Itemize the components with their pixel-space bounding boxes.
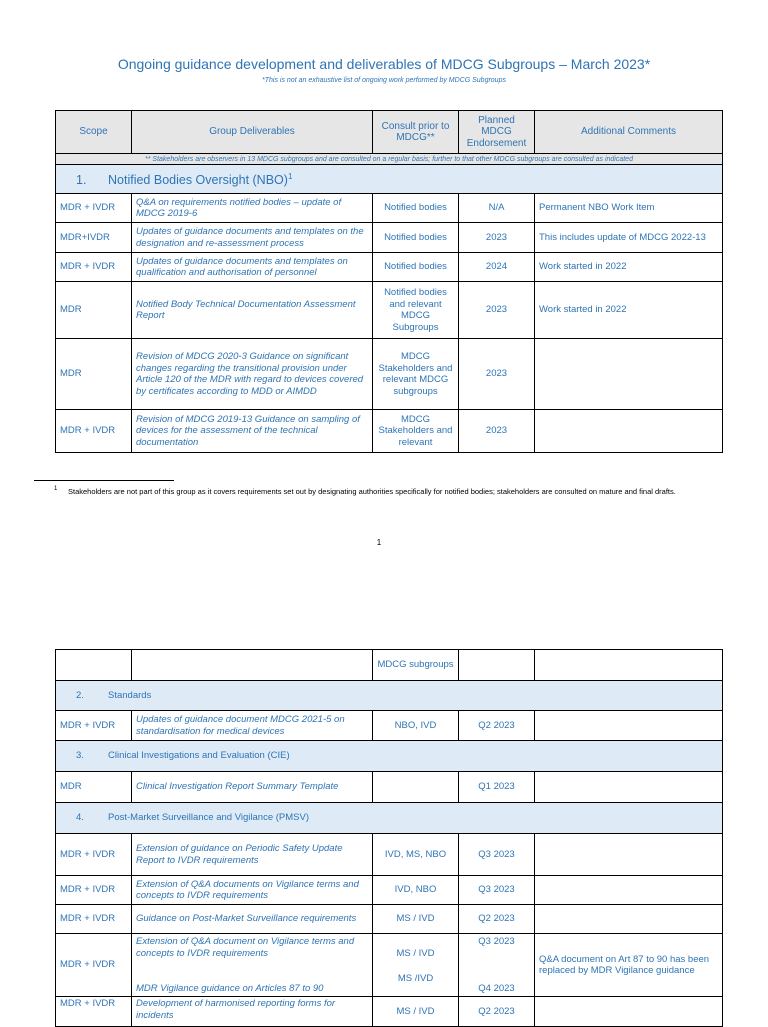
section-cie: [56, 741, 723, 772]
table-row: MDR+IVDR Updates of guidance documents and templates on the designation and re-assessment process Notified bodies 2023 This includes update of MDCG 2022-13: [56, 223, 723, 253]
footnote-mark: 1: [54, 486, 58, 492]
header-comments: Additional Comments: [535, 111, 723, 154]
section-nbo: [56, 165, 723, 194]
table-row-continued: MDCG subgroups: [56, 650, 723, 681]
footnote-text: Stakeholders are not part of this group as it covers requirements set out by designating authorities specifically for notified bodies; stakeholders are consulted on mature and final drafts.: [68, 487, 676, 496]
table-row: MDR Clinical Investigation Report Summary Template Q1 2023: [56, 772, 723, 803]
deliverables-table-page-2: [55, 649, 723, 1027]
header-planned: Planned MDCG Endorsement: [459, 111, 535, 154]
deliverables-table-page-1: [55, 110, 723, 453]
header-scope: Scope: [56, 111, 132, 154]
table-row: MDR Notified Body Technical Documentation Assessment Report Notified bodies and relevant MDCG Subgroups 2023 Work started in 2022: [56, 282, 723, 339]
section-number: 4.: [76, 812, 84, 824]
section-number: 3.: [76, 750, 84, 762]
footnote-ref: 1: [287, 172, 293, 182]
table-row: MDR + IVDR Extension of guidance on Periodic Safety Update Report to IVDR requirements IVD, MS, NBO Q3 2023: [56, 834, 723, 876]
section-label: Notified Bodies Oversight (NBO): [108, 173, 288, 188]
stakeholder-note-row: [56, 154, 723, 165]
header-deliverables: Group Deliverables: [132, 111, 373, 154]
table-row: MDR + IVDR Development of harmonised reporting forms for incidents MS / IVD Q2 2023: [56, 997, 723, 1027]
table-row: MDR + IVDR Extension of Q&A document on Vigilance terms and concepts to IVDR requirements MDR Vigilance guidance on Articles 87 to 90 MS / IVD MS /IVD Q3 2023 Q4 2023 Q&A document on Art 87 to 90 has been replaced by MDR Vigilance guidance: [56, 934, 723, 997]
section-pmsv: [56, 803, 723, 834]
page-title: Ongoing guidance development and deliverables of MDCG Subgroups – March 2023*: [117, 56, 651, 72]
section-label: Standards: [108, 689, 152, 701]
section-number: 1.: [76, 173, 87, 188]
table-row: MDR + IVDR Updates of guidance documents and templates on qualification and authorisation of personnel Notified bodies 2024 Work started in 2022: [56, 253, 723, 282]
table-row: MDR + IVDR Extension of Q&A documents on Vigilance terms and concepts to IVDR requirements IVD, NBO Q3 2023: [56, 876, 723, 905]
table-row: MDR Revision of MDCG 2020-3 Guidance on significant changes regarding the transitional provision under Article 120 of the MDR with regard to devices covered by certificates according to MDD or AIMDD MDCG Stakeholders and relevant MDCG subgroups 2023: [56, 339, 723, 410]
footnote: [54, 486, 730, 497]
header-consult: Consult prior to MDCG**: [373, 111, 459, 154]
table-row: MDR + IVDR Revision of MDCG 2019-13 Guidance on sampling of devices for the assessment of the technical documentation MDCG Stakeholders and relevant 2023: [56, 410, 723, 453]
table-row: MDR + IVDR Q&A on requirements notified bodies – update of MDCG 2019-6 Notified bodies N/A Permanent NBO Work Item: [56, 194, 723, 223]
table-row: MDR + IVDR Updates of guidance document MDCG 2021-5 on standardisation for medical devices NBO, IVD Q2 2023: [56, 711, 723, 741]
stakeholder-note: ** Stakeholders are observers in 13 MDCG subgroups and are consulted on a regular basis; further to that other MDCG subgroups are consulted as indicated: [56, 154, 723, 165]
header-row: [56, 111, 723, 154]
page-subtitle: *This is not an exhaustive list of ongoing work performed by MDCG Subgroups: [262, 77, 506, 84]
section-label: Clinical Investigations and Evaluation (CIE): [108, 750, 290, 762]
page-number: 1: [376, 538, 382, 547]
section-standards: [56, 681, 723, 711]
section-number: 2.: [76, 689, 84, 701]
footnote-separator: [34, 480, 174, 481]
section-label: Post-Market Surveillance and Vigilance (PMSV): [108, 812, 309, 824]
table-row: MDR + IVDR Guidance on Post-Market Surveillance requirements MS / IVD Q2 2023: [56, 905, 723, 934]
